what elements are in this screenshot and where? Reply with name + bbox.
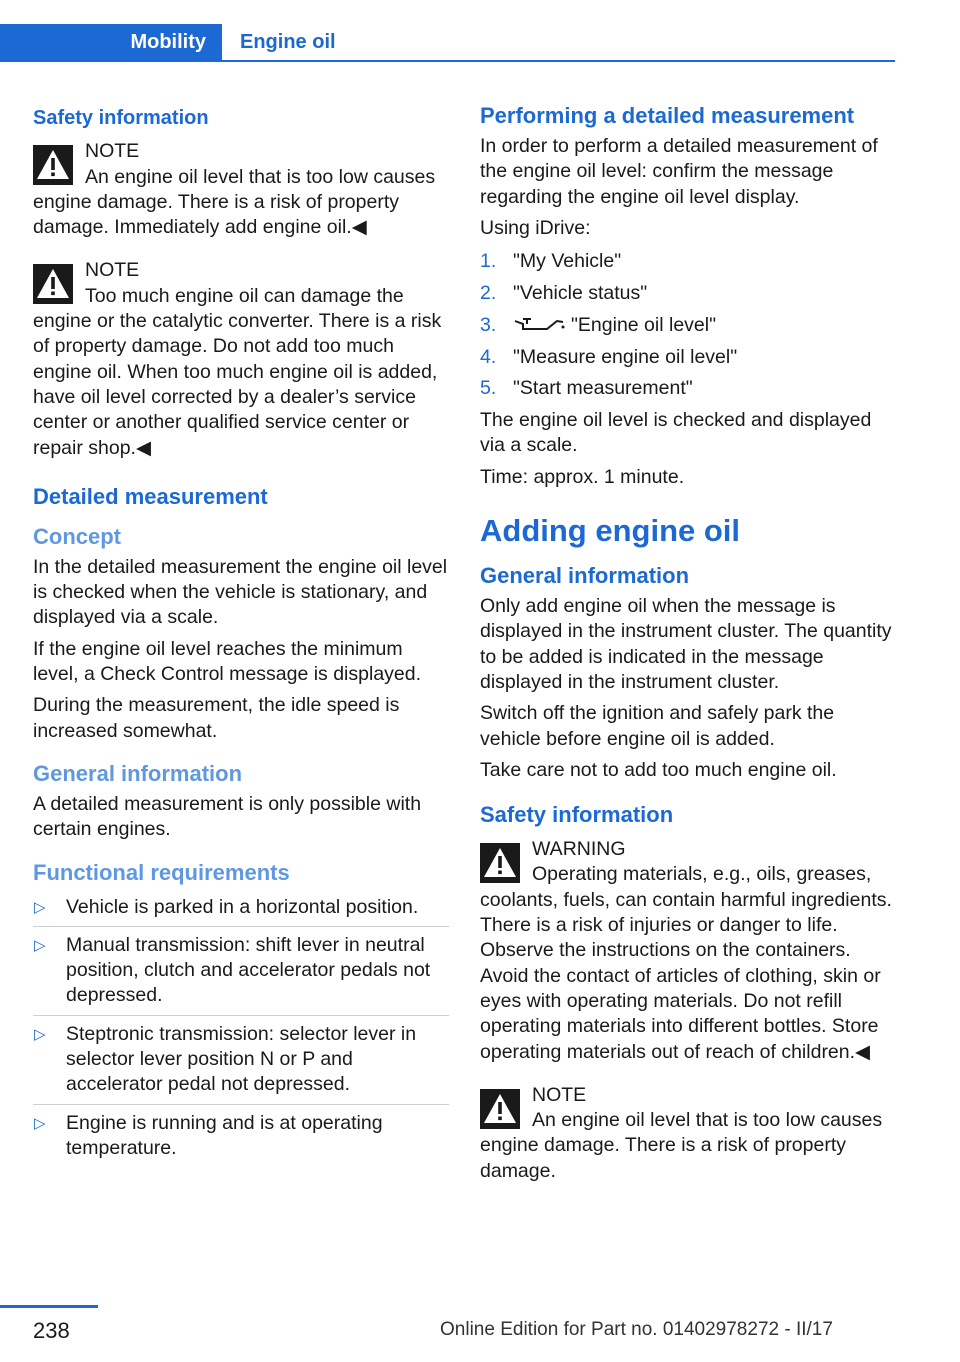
general-information-heading: General information (33, 760, 243, 786)
page-number: 238 (33, 1318, 70, 1343)
detailed-measurement-heading: Detailed measurement (33, 483, 268, 509)
notice-tag: NOTE (85, 259, 140, 282)
performing-paragraph-4: Time: approx. 1 minute. (480, 465, 685, 488)
oil-can-icon (513, 315, 565, 333)
note-notice-1 (33, 139, 449, 240)
general-paragraph: A detailed measurement is only possible with certain engines. (33, 792, 422, 841)
page-header (0, 24, 895, 62)
requirements-list (33, 895, 449, 1168)
note-notice-2 (33, 258, 449, 460)
bullet-triangle-icon: ▷ (34, 1025, 46, 1043)
topic-tab-engine-oil[interactable]: Engine oil (240, 31, 336, 53)
list-item: 5. "Start measurement" (480, 377, 693, 400)
warning-triangle-icon (480, 1089, 520, 1129)
list-item: 2. "Vehicle status" (480, 281, 648, 304)
performing-paragraph-2: Using iDrive: (480, 216, 591, 239)
list-item: 1. "My Vehicle" (480, 250, 622, 273)
warning-triangle-icon (480, 843, 520, 883)
adding-paragraph-2: Switch off the ignition and safely park the vehicle before engine oil is added. (480, 702, 835, 750)
concept-paragraph-2: If the engine oil level reaches the minimum level, a Check Control message is displayed. (33, 637, 422, 686)
performing-paragraph-1: In order to perform a detailed measurement of the engine oil level: confirm the message regarding the engine oil level display. (480, 135, 878, 208)
notice-text: Too much engine oil can damage the engine or the catalytic converter. There is a risk of property damage. Do not add too much engine oil. When too much engine oil is added, have oil level corrected by a dealer’s service center or another qualified service center or repair shop.◀ (33, 284, 442, 459)
notice-text: An engine oil level that is too low causes engine damage. There is a risk of property damage. Immediately add engine oil.◀ (33, 165, 436, 239)
header-rule (0, 60, 895, 62)
performing-paragraph-3: The engine oil level is checked and displayed via a scale. (480, 409, 872, 457)
notice-tag: NOTE (85, 140, 140, 163)
list-item: ▷ Engine is running and is at operating temperature. (34, 1111, 383, 1159)
notice-tag: WARNING (532, 838, 626, 861)
performing-heading: Performing a detailed measurement (480, 103, 855, 128)
note-notice-3 (480, 1083, 895, 1184)
list-item: 3. "Engine oil level" (480, 313, 717, 336)
concept-heading: Concept (33, 523, 121, 549)
list-item: ▷ Steptronic transmission: selector lever in selector lever position N or P and accelerator pedal not depressed. (33, 1022, 449, 1105)
footer-rule (0, 1305, 98, 1308)
adding-paragraph-1: Only add engine oil when the message is displayed in the instrument cluster. The quantity to be added is indicated in the message displayed in the instrument cluster. (480, 595, 892, 693)
concept-paragraph-1: In the detailed measurement the engine oil level is checked when the vehicle is stationary, and displayed via a scale. (33, 555, 448, 629)
warning-triangle-icon (33, 145, 73, 185)
section-tab-mobility[interactable]: Mobility (0, 24, 222, 60)
notice-text: An engine oil level that is too low causes engine damage. There is a risk of property damage. (480, 1109, 883, 1182)
left-column (33, 100, 449, 1173)
concept-paragraph-3: During the measurement, the idle speed is increased somewhat. (33, 694, 400, 742)
right-column (480, 100, 895, 1202)
notice-tag: NOTE (532, 1083, 587, 1106)
notice-text: Operating materials, e.g., oils, greases, coolants, fuels, can contain harmful ingredients. There is a risk of injuries or danger to life. Observe the instructions on the containers. Avoid the contact of articles of clothing, skin or eyes with operating materials. Do not refill operating materials into different bottles. Store operating materials out of reach of children.◀ (480, 863, 892, 1063)
list-item: ▷ Vehicle is parked in a horizontal position. (33, 895, 449, 927)
bullet-triangle-icon: ▷ (34, 936, 46, 954)
list-item: 4. "Measure engine oil level" (480, 345, 738, 368)
bullet-triangle-icon: ▷ (34, 898, 46, 916)
functional-requirements-heading: Functional requirements (33, 859, 290, 885)
warning-triangle-icon (33, 264, 73, 304)
warning-notice (480, 837, 895, 1065)
adding-safety-heading: Safety information (480, 802, 674, 828)
adding-paragraph-3: Take care not to add too much engine oil. (480, 758, 837, 781)
edition-note: Online Edition for Part no. 01402978272 - II/17 (440, 1319, 833, 1340)
safety-heading: Safety information (33, 107, 209, 129)
bullet-triangle-icon: ▷ (34, 1114, 46, 1132)
adding-engine-oil-heading: Adding engine oil (480, 513, 741, 549)
idrive-steps-list (480, 249, 895, 401)
list-item: ▷ Manual transmission: shift lever in neutral position, clutch and accelerator pedals not depressed. (33, 933, 449, 1016)
adding-general-heading: General information (480, 563, 690, 589)
